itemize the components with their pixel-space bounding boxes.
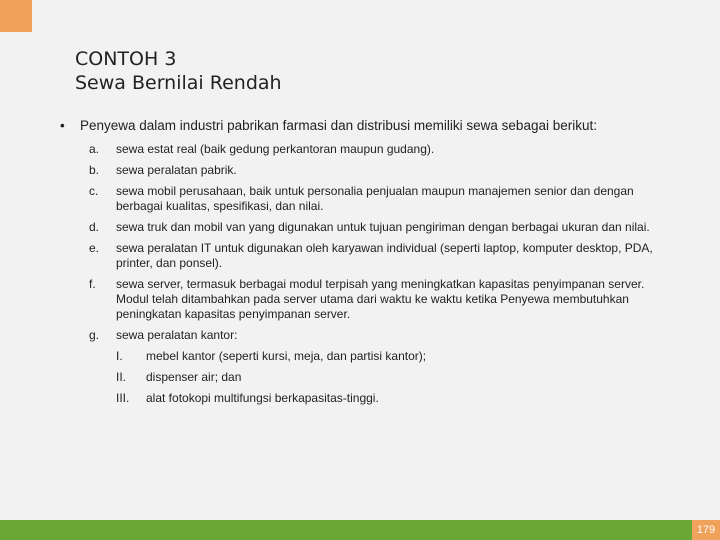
- bullet-dot-icon: •: [60, 118, 65, 133]
- sublist-item-3: [116, 391, 669, 406]
- sublist-item-1: [116, 349, 669, 364]
- list-marker: g.: [89, 328, 100, 342]
- title-line-1: CONTOH 3: [75, 48, 177, 70]
- lease-list: [89, 142, 669, 412]
- sublist-item-text: mebel kantor (seperti kursi, meja, dan partisi kantor);: [146, 349, 427, 363]
- list-item-c: [89, 184, 669, 214]
- office-equipment-sublist: [116, 349, 669, 406]
- list-item-text: sewa peralatan kantor:: [116, 328, 238, 342]
- slide-title: [75, 47, 282, 95]
- list-item-f: [89, 277, 669, 322]
- list-marker: f.: [89, 277, 96, 291]
- list-marker: c.: [89, 184, 99, 198]
- list-marker: d.: [89, 220, 100, 234]
- sublist-marker: II.: [116, 370, 127, 384]
- sublist-item-2: [116, 370, 669, 385]
- sublist-item-text: dispenser air; dan: [146, 370, 242, 384]
- bullet-intro: [60, 118, 597, 133]
- list-item-e: [89, 241, 669, 271]
- footer-bar: [0, 520, 720, 540]
- bullet-intro-text: Penyewa dalam industri pabrikan farmasi dan distribusi memiliki sewa sebagai berikut:: [80, 118, 597, 133]
- list-item-text: sewa server, termasuk berbagai modul terpisah yang meningkatkan kapasitas penyimpanan server. Modul telah ditambahkan pada server utama dari waktu ke waktu ketika Penyewa membutuhkan peningkatan kapasitas penyimpanan server.: [116, 277, 645, 321]
- list-marker: a.: [89, 142, 100, 156]
- list-item-text: sewa truk dan mobil van yang digunakan untuk tujuan pengiriman dengan berbagai ukuran dan nilai.: [116, 220, 650, 234]
- title-line-2: Sewa Bernilai Rendah: [75, 72, 282, 94]
- sublist-item-text: alat fotokopi multifungsi berkapasitas-tinggi.: [146, 391, 379, 405]
- sublist-marker: I.: [116, 349, 123, 363]
- list-item-a: [89, 142, 669, 157]
- list-item-text: sewa peralatan IT untuk digunakan oleh karyawan individual (seperti laptop, komputer desktop, PDA, printer, dan ponsel).: [116, 241, 653, 270]
- list-item-d: [89, 220, 669, 235]
- list-item-text: sewa estat real (baik gedung perkantoran maupun gudang).: [116, 142, 435, 156]
- list-item-b: [89, 163, 669, 178]
- list-item-text: sewa mobil perusahaan, baik untuk personalia penjualan maupun manajemen senior dan dengan berbagai kualitas, spesifikasi, dan nilai.: [116, 184, 634, 213]
- list-marker: e.: [89, 241, 100, 255]
- corner-accent-square: [0, 0, 32, 32]
- list-item-g: [89, 328, 669, 406]
- sublist-marker: III.: [116, 391, 130, 405]
- page-number: 179: [692, 520, 720, 540]
- list-marker: b.: [89, 163, 100, 177]
- list-item-text: sewa peralatan pabrik.: [116, 163, 237, 177]
